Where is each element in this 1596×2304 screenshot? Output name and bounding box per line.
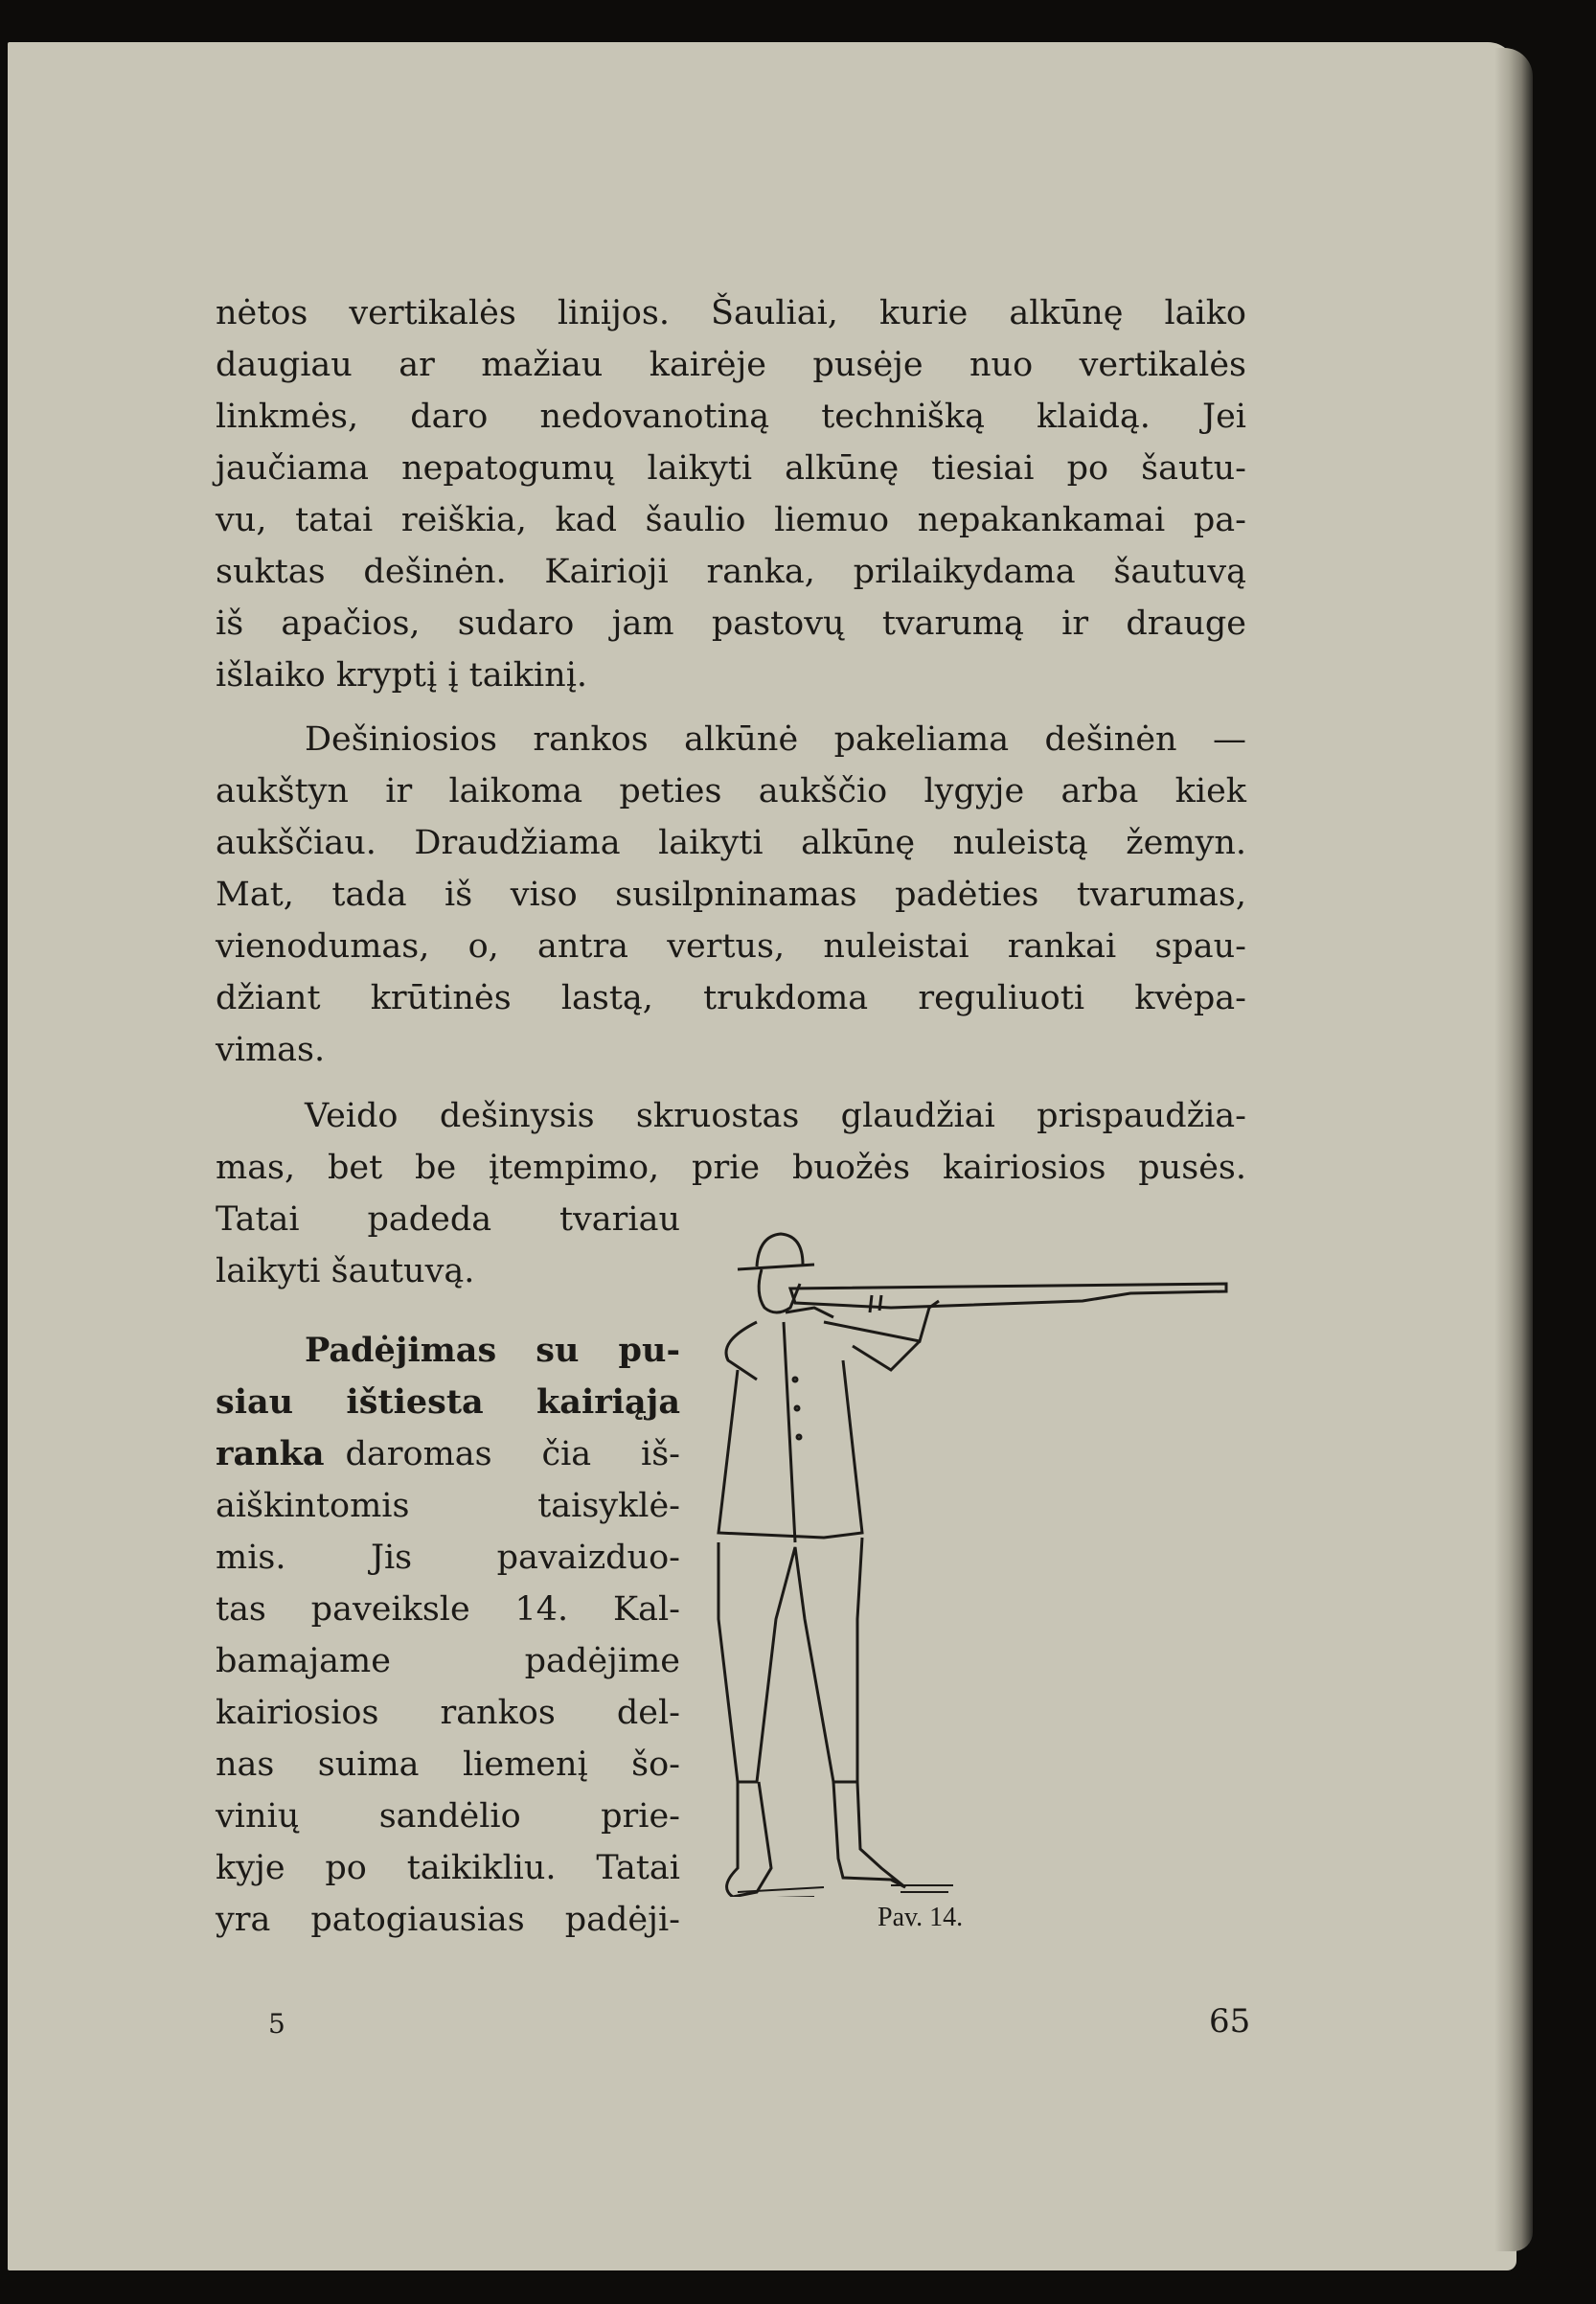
legs (718, 1538, 862, 1782)
text-line: tas paveiksle 14. Kal- (216, 1590, 680, 1629)
figure-caption: Pav. 14. (878, 1903, 964, 1932)
text-line: bamajame padėjime (216, 1642, 680, 1680)
left-arm (824, 1301, 939, 1370)
signature-mark: 5 (268, 2008, 285, 2040)
right-arm (726, 1308, 833, 1380)
text-line: Tatai padeda tvariau (216, 1200, 680, 1239)
text-line: vinių sandėlio prie- (216, 1797, 680, 1836)
right-boot (833, 1782, 905, 1887)
text-line: iš apačios, sudaro jam pastovų tvarumą ir drauge (216, 605, 1246, 643)
text-line: daugiau ar mažiau kairėje pusėje nuo vertikalės (216, 346, 1246, 384)
page-number: 65 (1209, 2002, 1251, 2041)
text-line: suktas dešinėn. Kairioji ranka, prilaikydama šautuvą (216, 553, 1246, 591)
bold-heading-line: siau ištiesta kairiąja (216, 1382, 680, 1422)
text-line: kairiosios rankos del- (216, 1694, 680, 1732)
head (759, 1269, 800, 1312)
button (795, 1406, 799, 1410)
left-boot (727, 1782, 771, 1897)
text-line: nėtos vertikalės linijos. Šauliai, kurie alkūnę laiko (216, 294, 1246, 332)
text-line: vimas. (216, 1031, 326, 1069)
text-line: vu, tatai reiškia, kad šaulio liemuo nepakankamai pa- (216, 501, 1246, 539)
text-line: linkmės, daro nedovanotiną technišką klaidą. Jei (216, 398, 1246, 436)
text-line: vienodumas, o, antra vertus, nuleistai rankai spau- (216, 927, 1246, 966)
text-line: džiant krūtinės lastą, trukdoma reguliuoti kvėpa- (216, 979, 1246, 1017)
bold-heading-line: Padėjimas su pu- (305, 1331, 680, 1370)
text-line: aukštyn ir laikoma peties aukščio lygyje arba kiek (216, 772, 1246, 810)
text-line (216, 1428, 680, 1480)
text-line: aiškintomis taisyklė- (216, 1487, 680, 1525)
text-fragment: daromas čia iš- (345, 1435, 680, 1473)
text-line: aukščiau. Draudžiama laikyti alkūnę nuleistą žemyn. (216, 824, 1246, 862)
text-line: yra patogiausias padėji- (216, 1901, 680, 1939)
text-line: mas, bet be įtempimo, prie buožės kairiosios pusės. (216, 1149, 1246, 1187)
text-line: laikyti šautuvą. (216, 1252, 475, 1290)
page-edges (1494, 48, 1533, 2251)
rifle-detail (870, 1295, 881, 1312)
ground-lines (738, 1885, 953, 1897)
text-line: kyje po taikikliu. Tatai (216, 1849, 680, 1887)
rifleman-illustration (699, 1217, 1236, 1897)
text-line: jaučiama nepatogumų laikyti alkūnę tiesiai po šautu- (216, 449, 1246, 488)
text-line: mis. Jis pavaizduo- (216, 1539, 680, 1577)
text-line: Veido dešinysis skruostas glaudžiai prispaudžia- (305, 1097, 1246, 1135)
bold-heading-word: ranka (216, 1434, 325, 1473)
button (797, 1435, 801, 1439)
text-line: Mat, tada iš viso susilpninamas padėties tvarumas, (216, 876, 1246, 914)
hat (738, 1234, 814, 1269)
rifle (790, 1284, 1226, 1308)
button (793, 1378, 797, 1381)
torso (718, 1322, 862, 1542)
text-line: išlaiko kryptį į taikinį. (216, 656, 588, 695)
text-line: Dešiniosios rankos alkūnė pakeliama dešinėn — (305, 720, 1246, 759)
text-line: nas suima liemenį šo- (216, 1745, 680, 1784)
